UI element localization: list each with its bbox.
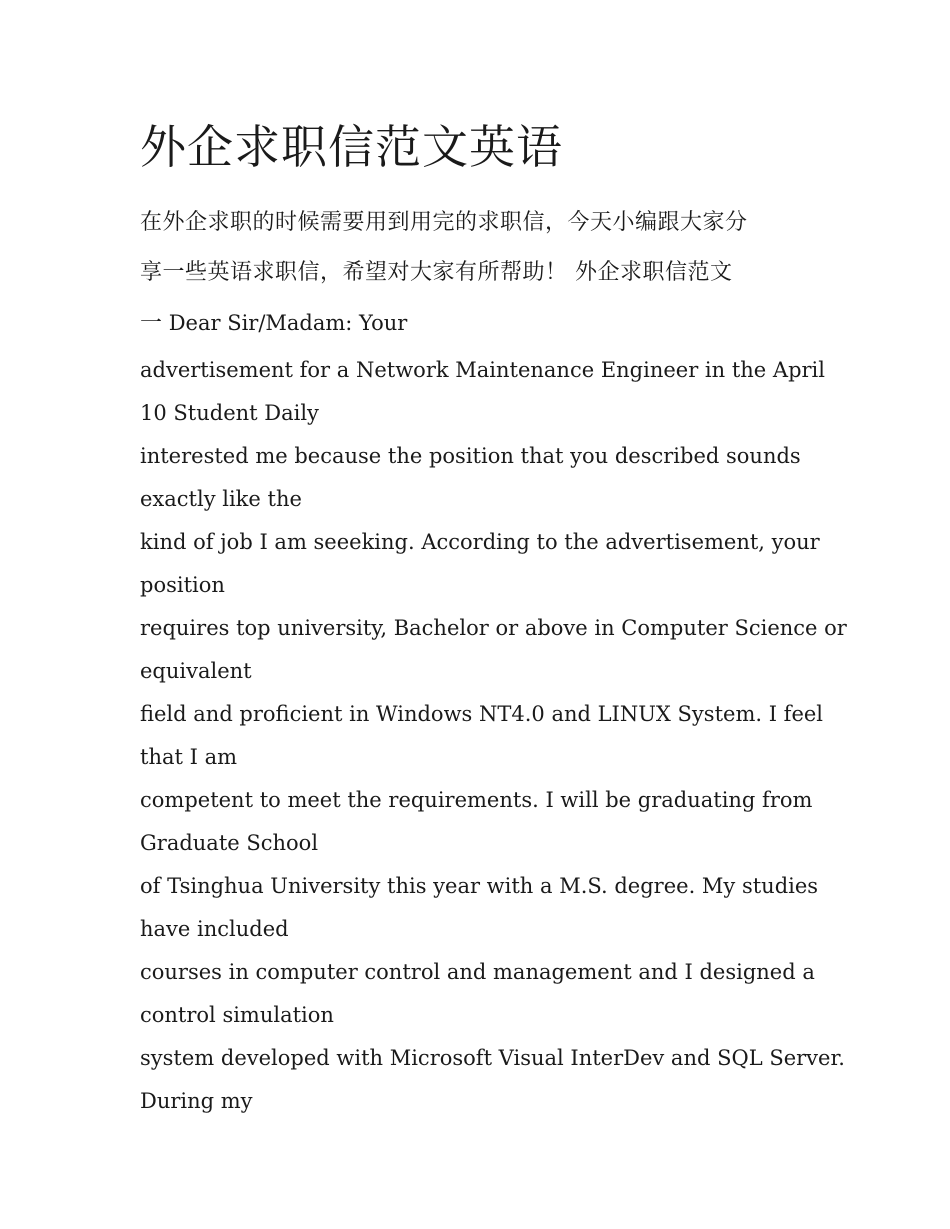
body-line: interested me because the position that you described sounds bbox=[140, 444, 801, 468]
body-line: kind of job I am seeeking. According to the advertisement, your bbox=[140, 530, 820, 554]
body-line: field and proficient in Windows NT4.0 and LINUX System. I feel bbox=[140, 702, 824, 726]
body-line: control simulation bbox=[140, 1003, 334, 1027]
body-line: system developed with Microsoft Visual InterDev and SQL Server. bbox=[140, 1046, 845, 1070]
body-line: requires top university, Bachelor or above in Computer Science or bbox=[140, 616, 847, 640]
body-line: advertisement for a Network Maintenance Engineer in the April bbox=[140, 358, 825, 382]
body-line: 10 Student Daily bbox=[140, 401, 319, 425]
body-line: Graduate School bbox=[140, 831, 319, 855]
letter-body bbox=[140, 349, 847, 1123]
body-line: equivalent bbox=[140, 659, 252, 683]
document-title: 外企求职信范文英语 bbox=[140, 120, 563, 174]
body-line: that I am bbox=[140, 745, 238, 769]
body-line: During my bbox=[140, 1089, 253, 1113]
body-line: of Tsinghua University this year with a M.S. degree. My studies bbox=[140, 874, 819, 898]
greeting-text: Dear Sir/Madam: Your bbox=[162, 311, 408, 335]
body-line: exactly like the bbox=[140, 487, 302, 511]
body-line: competent to meet the requirements. I will be graduating from bbox=[140, 788, 813, 812]
intro-line: 在外企求职的时候需要用到用完的求职信，今天小编跟大家分 bbox=[140, 210, 748, 235]
body-line: have included bbox=[140, 917, 289, 941]
body-line: courses in computer control and management and I designed a bbox=[140, 960, 815, 984]
intro-line: 享一些英语求职信，希望对大家有所帮助！ 外企求职信范文 bbox=[140, 260, 733, 285]
greeting-line bbox=[140, 298, 820, 349]
body-line: position bbox=[140, 573, 225, 597]
intro-paragraph bbox=[140, 198, 820, 298]
document-page bbox=[140, 112, 847, 1123]
greeting-prefix: 一 bbox=[140, 311, 163, 336]
